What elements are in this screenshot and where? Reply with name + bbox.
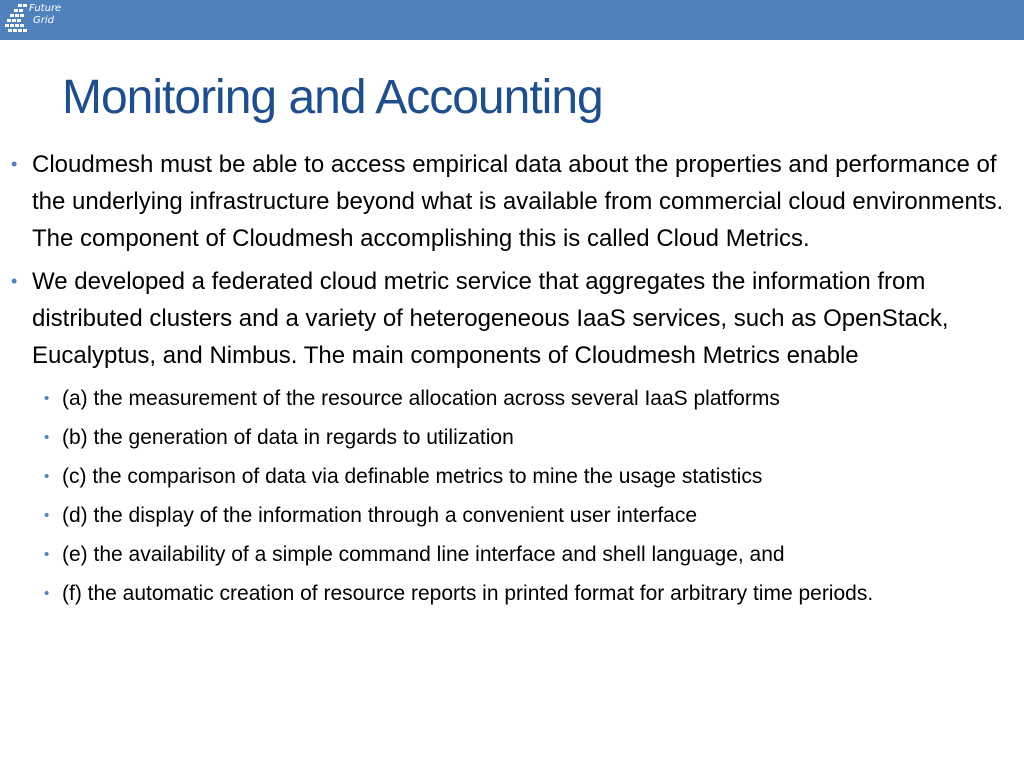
logo-text-grid: Grid	[33, 15, 54, 26]
header-bar	[0, 0, 1024, 40]
sub-bullet-text: (a) the measurement of the resource allocation across several IaaS platforms	[62, 387, 780, 410]
sub-bullet-item	[32, 385, 1014, 413]
sub-bullet-item	[32, 580, 1014, 608]
sub-bullet-item	[32, 541, 1014, 569]
sub-bullet-item	[32, 463, 1014, 491]
sub-bullet-icon: •	[44, 429, 50, 446]
bullet-icon: •	[11, 154, 18, 174]
sub-bullet-item	[32, 502, 1014, 530]
sub-bullet-text: (e) the availability of a simple command line interface and shell language, and	[62, 543, 785, 566]
bullet-item	[0, 146, 1024, 257]
sub-bullet-text: (d) the display of the information through a convenient user interface	[62, 504, 698, 527]
sub-bullet-icon: •	[44, 546, 50, 563]
sub-bullet-icon: •	[44, 585, 50, 602]
bullet-text: Cloudmesh must be able to access empirical data about the properties and performance of the underlying infrastructure beyond what is available from commercial cloud environments. The component of Cloudmesh accomplishing this is called Cloud Metrics.	[32, 151, 1004, 252]
bullet-list	[0, 146, 1024, 608]
bullet-item	[0, 263, 1024, 608]
sub-bullet-list	[32, 385, 1014, 608]
sub-bullet-icon: •	[44, 507, 50, 524]
sub-bullet-text: (b) the generation of data in regards to utilization	[62, 426, 514, 449]
slide-content	[0, 146, 1024, 614]
sub-bullet-item	[32, 424, 1014, 452]
sub-bullet-icon: •	[44, 468, 50, 485]
sub-bullet-icon: •	[44, 390, 50, 407]
futuregrid-logo	[4, 2, 60, 38]
sub-bullet-text: (c) the comparison of data via definable metrics to mine the usage statistics	[62, 465, 763, 488]
logo-text-future: Future	[29, 3, 62, 14]
bullet-icon: •	[11, 271, 18, 291]
slide-title: Monitoring and Accounting	[62, 71, 603, 124]
bullet-text: We developed a federated cloud metric service that aggregates the information from distributed clusters and a variety of heterogeneous IaaS services, such as OpenStack, Eucalyptus, and Nimbus. The main components of Cloudmesh Metrics enable	[32, 268, 949, 369]
sub-bullet-text: (f) the automatic creation of resource reports in printed format for arbitrary time periods.	[62, 582, 874, 605]
